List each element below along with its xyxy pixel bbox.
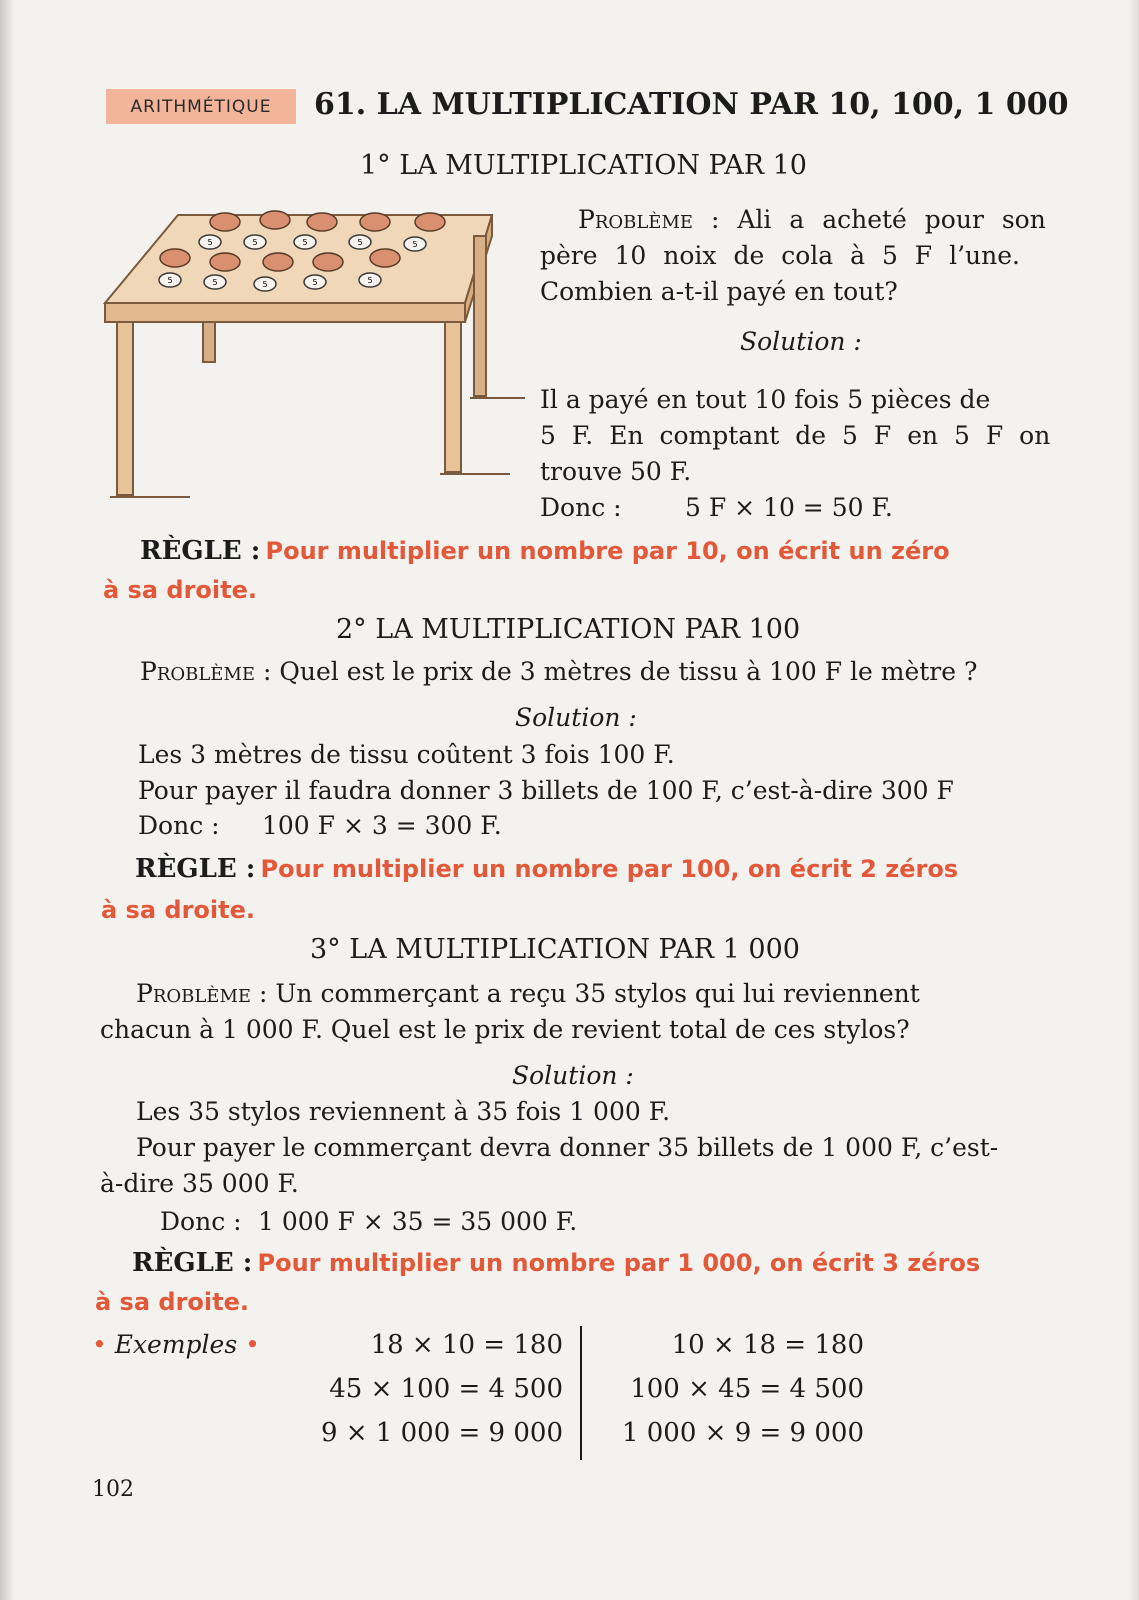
coin-label: 5: [367, 276, 373, 285]
section2-donc-label: Donc :: [138, 811, 220, 840]
table-leg-back-right: [474, 236, 486, 396]
section2-solution-label: Solution :: [515, 703, 637, 732]
section2-rule-line1: [135, 854, 958, 884]
lesson-title: 61. LA MULTIPLICATION PAR 10, 100, 1 000: [314, 87, 1069, 122]
section1-donc-equation: 5 F × 10 = 50 F.: [685, 493, 893, 522]
section2-solution-line2: Pour payer il faudra donner 3 billets de 100 F, c’est-à-dire 300 F: [138, 776, 954, 805]
section3-problem-line1: [136, 979, 920, 1008]
page-edge-right: [1129, 0, 1139, 1600]
subject-label: ARITHMÉTIQUE: [130, 96, 272, 117]
section3-solution-line1: Les 35 stylos reviennent à 35 fois 1 000 F.: [136, 1097, 671, 1126]
coin-label: 5: [357, 238, 363, 247]
kola-nut: [360, 213, 390, 231]
rule-label: RÈGLE :: [132, 1248, 253, 1278]
section3-solution-line3: à-dire 35 000 F.: [100, 1169, 299, 1198]
kola-nut: [260, 211, 290, 229]
coin-label: 5: [262, 280, 268, 289]
problem-label: Problème :: [140, 657, 272, 686]
section1-title: 1° LA MULTIPLICATION PAR 10: [360, 150, 807, 181]
section1-rule-line2: à sa droite.: [103, 576, 257, 604]
problem-text: Un commerçant a reçu 35 stylos qui lui reviennent: [275, 979, 920, 1008]
table-leg-front-right: [445, 322, 461, 472]
section1-problem-line1: [578, 205, 1046, 234]
kola-nut: [307, 213, 337, 231]
section3-solution-label: Solution :: [512, 1061, 634, 1090]
section3-problem-line2: chacun à 1 000 F. Quel est le prix de revient total de ces stylos?: [100, 1015, 910, 1044]
coin-label: 5: [302, 238, 308, 247]
coin-label: 5: [212, 278, 218, 287]
section3-solution-line2: Pour payer le commerçant devra donner 35 billets de 1 000 F, c’est-: [136, 1133, 999, 1162]
page-edge-shadow: [0, 0, 14, 1600]
bullet-icon: •: [245, 1330, 260, 1359]
section1-solution-line3: trouve 50 F.: [540, 457, 692, 486]
section1-solution-line2: 5 F. En comptant de 5 F en 5 F on: [540, 421, 1051, 450]
page-number: 102: [92, 1477, 134, 1502]
subject-tag: [106, 89, 296, 124]
section1-rule-line1: [140, 536, 950, 566]
section3-rule-line2: à sa droite.: [95, 1288, 249, 1316]
section3-title: 3° LA MULTIPLICATION PAR 1 000: [310, 934, 800, 965]
coin-label: 5: [252, 238, 258, 247]
coin-label: 5: [312, 278, 318, 287]
section1-solution-line1: Il a payé en tout 10 fois 5 pièces de: [540, 385, 991, 414]
section1-problem-line3: Combien a-t-il payé en tout?: [540, 277, 898, 306]
section1-solution-label: Solution :: [740, 327, 862, 356]
section2-donc-equation: 100 F × 3 = 300 F.: [262, 811, 502, 840]
problem-label: Problème :: [136, 979, 268, 1008]
kola-nut: [210, 213, 240, 231]
section1-problem-line2: père 10 noix de cola à 5 F l’une.: [540, 241, 1020, 270]
bullet-icon: •: [92, 1330, 107, 1359]
example-left-1: 18 × 10 = 180: [370, 1330, 563, 1360]
problem-text: Ali a acheté pour son: [737, 205, 1046, 234]
section3-donc-label: Donc :: [160, 1207, 242, 1236]
example-right-2: 100 × 45 = 4 500: [630, 1374, 864, 1404]
examples-divider: [580, 1326, 582, 1460]
kola-nut: [160, 249, 190, 267]
coin-label: 5: [207, 238, 213, 247]
table-leg-back-left: [203, 322, 215, 362]
example-right-3: 1 000 × 9 = 9 000: [621, 1418, 864, 1448]
section2-title: 2° LA MULTIPLICATION PAR 100: [336, 614, 801, 645]
rule-text: Pour multiplier un nombre par 100, on écrit 2 zéros: [260, 855, 959, 883]
rule-label: RÈGLE :: [135, 854, 256, 884]
section3-donc-equation: 1 000 F × 35 = 35 000 F.: [258, 1207, 578, 1236]
coin-label: 5: [412, 240, 418, 249]
section1-donc-label: Donc :: [540, 493, 622, 522]
problem-text: Quel est le prix de 3 mètres de tissu à 100 F le mètre ?: [279, 657, 978, 686]
examples-title: Exemples: [114, 1330, 238, 1359]
section2-solution-line1: Les 3 mètres de tissu coûtent 3 fois 100 F.: [138, 740, 675, 769]
kola-nut: [313, 253, 343, 271]
problem-label: Problème :: [578, 205, 720, 234]
section2-problem: [140, 657, 977, 686]
rule-text: Pour multiplier un nombre par 10, on écrit un zéro: [265, 537, 950, 565]
kola-nut: [263, 253, 293, 271]
example-right-1: 10 × 18 = 180: [671, 1330, 864, 1360]
rule-label: RÈGLE :: [140, 536, 261, 566]
kola-nut: [370, 249, 400, 267]
table-edge: [105, 303, 465, 322]
example-left-3: 9 × 1 000 = 9 000: [320, 1418, 563, 1448]
kola-nut: [415, 213, 445, 231]
example-left-2: 45 × 100 = 4 500: [329, 1374, 563, 1404]
examples-label: [92, 1330, 260, 1359]
rule-text: Pour multiplier un nombre par 1 000, on écrit 3 zéros: [257, 1249, 981, 1277]
section2-rule-line2: à sa droite.: [101, 896, 255, 924]
table-leg-front-left: [117, 322, 133, 495]
table-illustration: [100, 200, 540, 510]
section3-rule-line1: [132, 1248, 980, 1278]
coin-label: 5: [167, 276, 173, 285]
kola-nut: [210, 253, 240, 271]
